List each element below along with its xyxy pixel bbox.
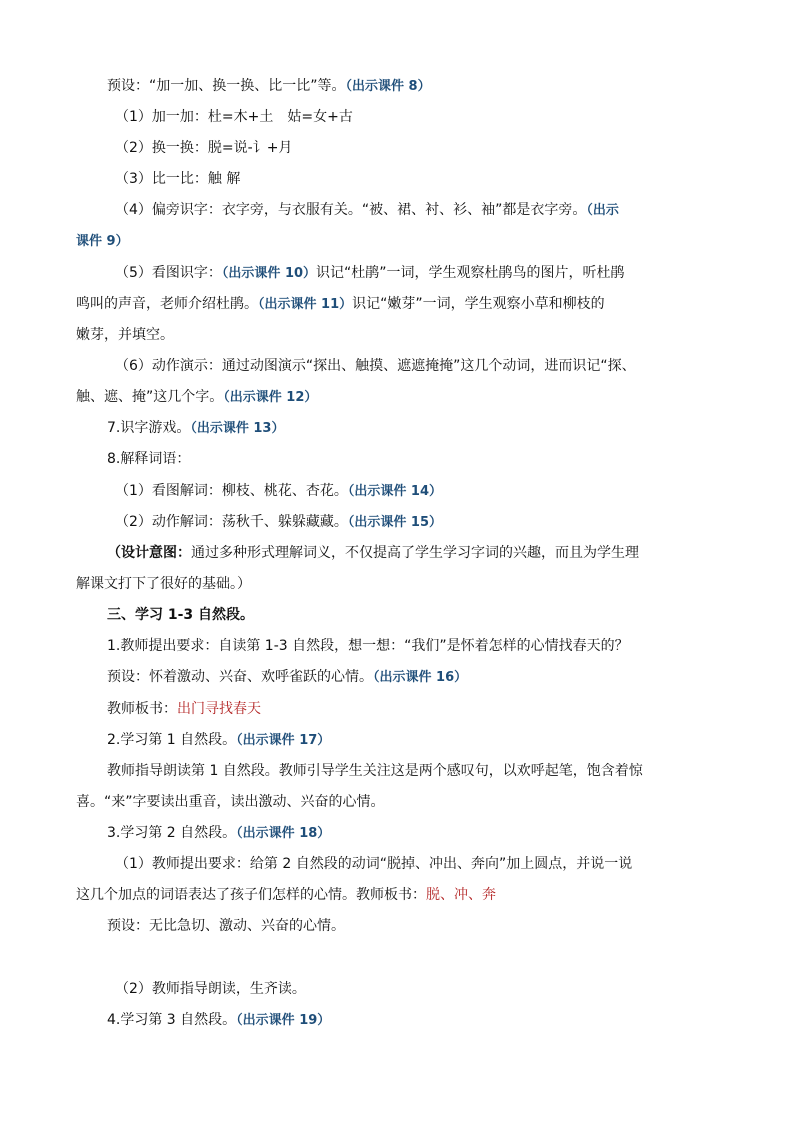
courseware-ref: （出示课件 15） <box>347 515 443 530</box>
text-segment: 1.教师提出要求：自读第 1-3 自然段，想一想：“我们”是怀着怎样的心情找春天的？ <box>107 638 629 654</box>
text-line <box>115 138 292 158</box>
board-writing: 脱、冲、奔 <box>426 887 496 903</box>
text-segment: 喜。“来”字要读出重音，读出激动、兴奋的心情。 <box>76 794 385 810</box>
text-segment: 3.学习第 2 自然段。 <box>107 825 237 841</box>
text-segment: 识记“嫩芽”一词，学生观察小草和柳枝的 <box>352 296 605 312</box>
text-line <box>107 76 431 97</box>
text-line <box>76 574 251 594</box>
text-line <box>115 263 625 284</box>
text-line <box>115 107 353 127</box>
text-segment: （3）比一比：触 解 <box>115 171 241 187</box>
courseware-ref: 课件 9） <box>76 234 129 249</box>
text-segment: （2）教师指导朗读，生齐读。 <box>115 981 306 997</box>
courseware-ref: （出示课件 11） <box>258 297 353 312</box>
text-segment: 8.解释词语： <box>107 451 191 467</box>
text-line <box>115 481 442 502</box>
courseware-ref: （出示课件 16） <box>373 670 468 685</box>
text-segment: 2.学习第 1 自然段。 <box>107 732 237 748</box>
text-line <box>107 1010 330 1031</box>
text-segment: 7.识字游戏。 <box>107 420 191 436</box>
courseware-ref: （出示课件 12） <box>223 390 318 405</box>
text-segment: （1）看图解词：柳枝、桃花、杏花。 <box>115 483 348 499</box>
text-segment: （2）动作解词：荡秋千、躲躲藏藏。 <box>115 514 348 530</box>
text-segment: （5）看图识字： <box>115 265 222 281</box>
text-line <box>115 169 240 189</box>
text-segment: 教师板书： <box>107 701 177 717</box>
text-line <box>107 761 643 781</box>
text-line <box>115 512 442 533</box>
courseware-ref: （出示课件 14） <box>347 484 443 499</box>
text-segment: （6）动作演示：通过动图演示“探出、触摸、遮遮掩掩”这几个动词，进而识记“探、 <box>115 358 636 374</box>
heading-text: 三、学习 1-3 自然段。 <box>107 607 255 623</box>
design-intent-label: （设计意图： <box>107 545 191 561</box>
text-segment: 鸣叫的声音，老师介绍杜鹃。 <box>76 296 258 312</box>
board-writing: 出门寻找春天 <box>177 701 261 717</box>
text-segment: 教师指导朗读第 1 自然段。教师引导学生关注这是两个感叹句，以欢呼起笔，饱含着惊 <box>107 763 643 779</box>
text-segment: 解课文打下了很好的基础。） <box>76 576 251 592</box>
text-line <box>76 792 385 812</box>
text-line <box>76 885 496 905</box>
text-line <box>76 387 317 408</box>
text-line <box>115 200 619 221</box>
text-line <box>115 854 632 874</box>
text-line <box>107 823 330 844</box>
text-segment: 通过多种形式理解词义，不仅提高了学生学习字词的兴趣，而且为学生理 <box>191 545 639 561</box>
text-line <box>76 231 129 252</box>
text-line <box>107 636 629 656</box>
courseware-ref: （出示课件 17） <box>236 733 331 748</box>
text-segment: 预设：“加一加、换一换、比一比”等。 <box>107 78 346 94</box>
text-segment: 这几个加点的词语表达了孩子们怎样的心情。教师板书： <box>76 887 426 903</box>
text-segment: 预设：无比急切、激动、兴奋的心情。 <box>107 918 345 934</box>
text-line <box>115 979 306 999</box>
text-segment: 4.学习第 3 自然段。 <box>107 1012 237 1028</box>
text-line <box>107 730 330 751</box>
courseware-ref: （出示课件 13） <box>190 421 285 436</box>
text-segment: 预设：怀着激动、兴奋、欢呼雀跃的心情。 <box>107 669 373 685</box>
courseware-ref: （出示课件 18） <box>236 826 331 841</box>
text-segment: 嫩芽，并填空。 <box>76 327 174 343</box>
text-line <box>76 294 605 315</box>
courseware-ref: （出示课件 8） <box>345 79 431 94</box>
text-segment: （2）换一换：脱=说-讠+月 <box>115 140 293 156</box>
text-line <box>76 325 174 345</box>
text-segment: 触、遮、掩”这几个字。 <box>76 389 224 405</box>
text-line <box>107 418 284 439</box>
text-line <box>107 667 467 688</box>
text-line <box>107 449 190 469</box>
text-line <box>107 916 345 936</box>
text-line <box>107 699 261 719</box>
section-heading <box>107 605 254 625</box>
courseware-ref: （出示课件 19） <box>236 1013 331 1028</box>
text-segment: （1）教师提出要求：给第 2 自然段的动词“脱掉、冲出、奔向”加上圆点，并说一说 <box>115 856 633 872</box>
text-segment: （4）偏旁识字：衣字旁，与衣服有关。“被、裙、衬、衫、袖”都是衣字旁。 <box>115 202 587 218</box>
courseware-ref: （出示课件 10） <box>221 266 317 281</box>
text-segment: （1）加一加：杜=木+土 姑=女+古 <box>115 109 353 125</box>
text-segment: 识记“杜鹃”一词，学生观察杜鹃鸟的图片，听杜鹃 <box>316 265 625 281</box>
text-line <box>115 356 636 376</box>
text-line <box>107 543 639 563</box>
courseware-ref: （出示 <box>586 203 619 218</box>
